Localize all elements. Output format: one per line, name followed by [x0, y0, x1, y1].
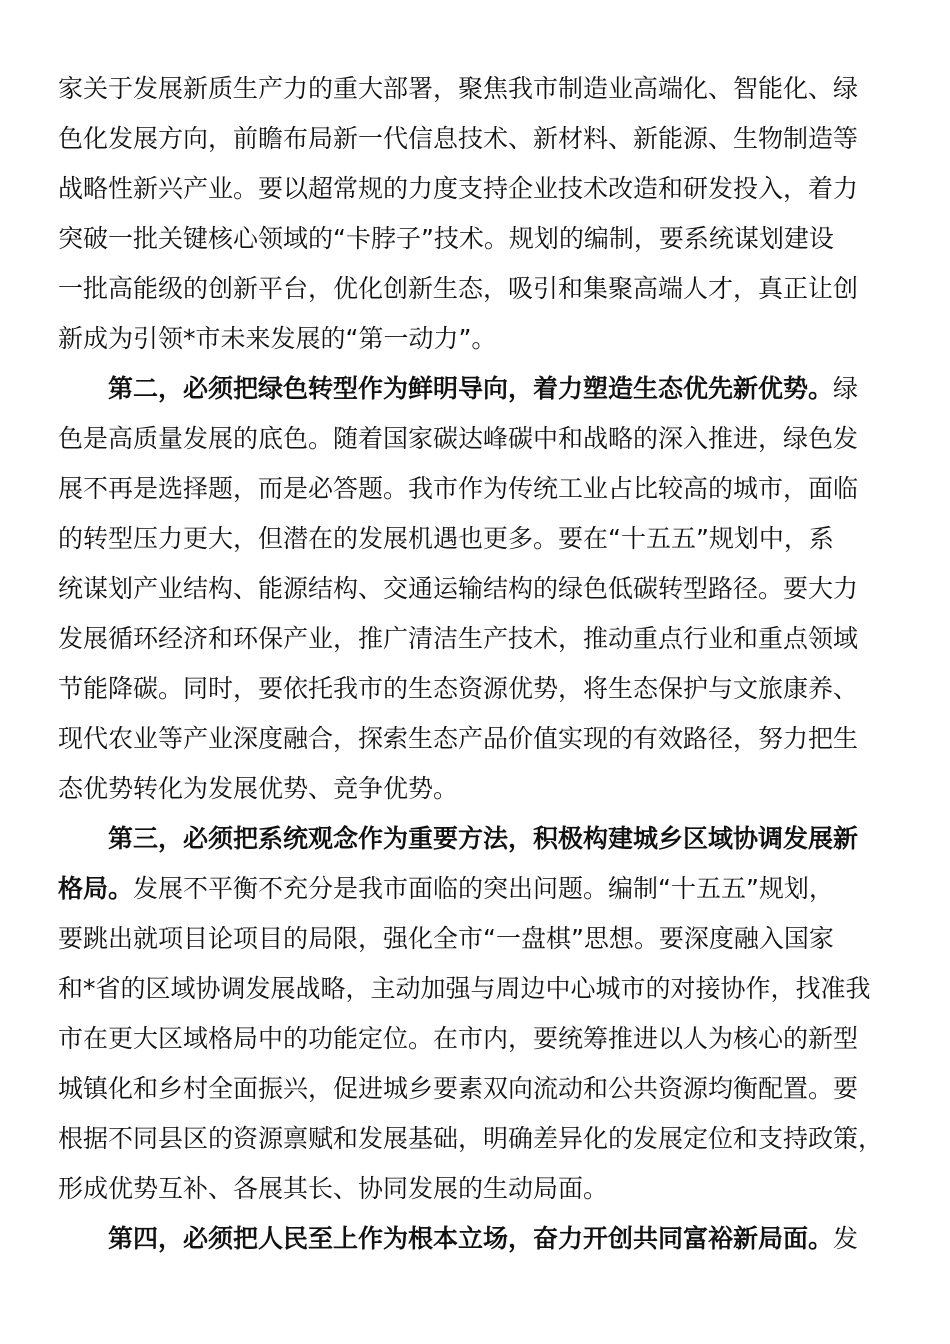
paragraph-4-first-line [58, 1214, 878, 1264]
paragraph-1 [58, 64, 878, 364]
paragraph-3-heading-line-1: 第三，必须把系统观念作为重要方法，积极构建城乡区域协调发展新 [108, 824, 859, 853]
paragraph-1-line: 新成为引领*市未来发展的“第一动力”。 [58, 324, 497, 353]
paragraph-1-line: 家关于发展新质生产力的重大部署，聚焦我市制造业高端化、智能化、绿 [58, 74, 859, 103]
paragraph-3 [58, 814, 884, 1214]
paragraph-3-second-line-text: 发展不平衡不充分是我市面临的突出问题。编制“十五五”规划， [133, 874, 834, 903]
paragraph-2-line: 展不再是选择题，而是必答题。我市作为传统工业占比较高的城市，面临 [58, 474, 859, 503]
document-body [58, 64, 884, 1264]
paragraph-2-line: 统谋划产业结构、能源结构、交通运输结构的绿色低碳转型路径。要大力 [58, 574, 859, 603]
paragraph-3-line: 要跳出就项目论项目的局限，强化全市“一盘棋”思想。要深度融入国家 [58, 924, 834, 953]
paragraph-3-heading-line-2: 格局。 [58, 874, 134, 903]
paragraph-2-line: 态优势转化为发展优势、竞争优势。 [58, 774, 459, 803]
paragraph-1-line: 战略性新兴产业。要以超常规的力度支持企业技术改造和研发投入，着力 [58, 174, 859, 203]
paragraph-1-line: 色化发展方向，前瞻布局新一代信息技术、新材料、新能源、生物制造等 [58, 124, 859, 153]
paragraph-2-first-line [58, 364, 878, 414]
paragraph-1-line: 一批高能级的创新平台，优化创新生态，吸引和集聚高端人才，真正让创 [58, 274, 859, 303]
paragraph-3-line: 市在更大区域格局中的功能定位。在市内，要统筹推进以人为核心的新型 [58, 1024, 859, 1053]
paragraph-3-line: 城镇化和乡村全面振兴，促进城乡要素双向流动和公共资源均衡配置。要 [58, 1074, 859, 1103]
paragraph-3-line: 和*省的区域协调发展战略，主动加强与周边中心城市的对接协作，找准我 [58, 974, 871, 1003]
paragraph-2-line: 色是高质量发展的底色。随着国家碳达峰碳中和战略的深入推进，绿色发 [58, 424, 859, 453]
paragraph-2-first-line-text: 绿 [833, 374, 859, 403]
paragraph-2-line: 现代农业等产业深度融合，探索生态产品价值实现的有效路径，努力把生 [58, 724, 859, 753]
paragraph-2-line: 节能降碳。同时，要依托我市的生态资源优势，将生态保护与文旅康养、 [58, 674, 859, 703]
paragraph-2 [58, 364, 878, 814]
paragraph-3-second-line [58, 864, 878, 914]
paragraph-2-heading: 第二，必须把绿色转型作为鲜明导向，着力塑造生态优先新优势。 [108, 374, 834, 403]
paragraph-3-line: 根据不同县区的资源禀赋和发展基础，明确差异化的发展定位和支持政策， [58, 1124, 884, 1153]
paragraph-4-first-line-text: 发 [833, 1224, 859, 1253]
paragraph-2-line: 发展循环经济和环保产业，推广清洁生产技术，推动重点行业和重点领域 [58, 624, 859, 653]
paragraph-1-line: 突破一批关键核心领域的“卡脖子”技术。规划的编制，要系统谋划建设 [58, 224, 834, 253]
paragraph-4 [58, 1214, 878, 1264]
paragraph-3-line: 形成优势互补、各展其长、协同发展的生动局面。 [58, 1174, 609, 1203]
paragraph-2-line: 的转型压力更大，但潜在的发展机遇也更多。要在“十五五”规划中，系 [58, 524, 834, 553]
paragraph-4-heading: 第四，必须把人民至上作为根本立场，奋力开创共同富裕新局面。 [108, 1224, 834, 1253]
